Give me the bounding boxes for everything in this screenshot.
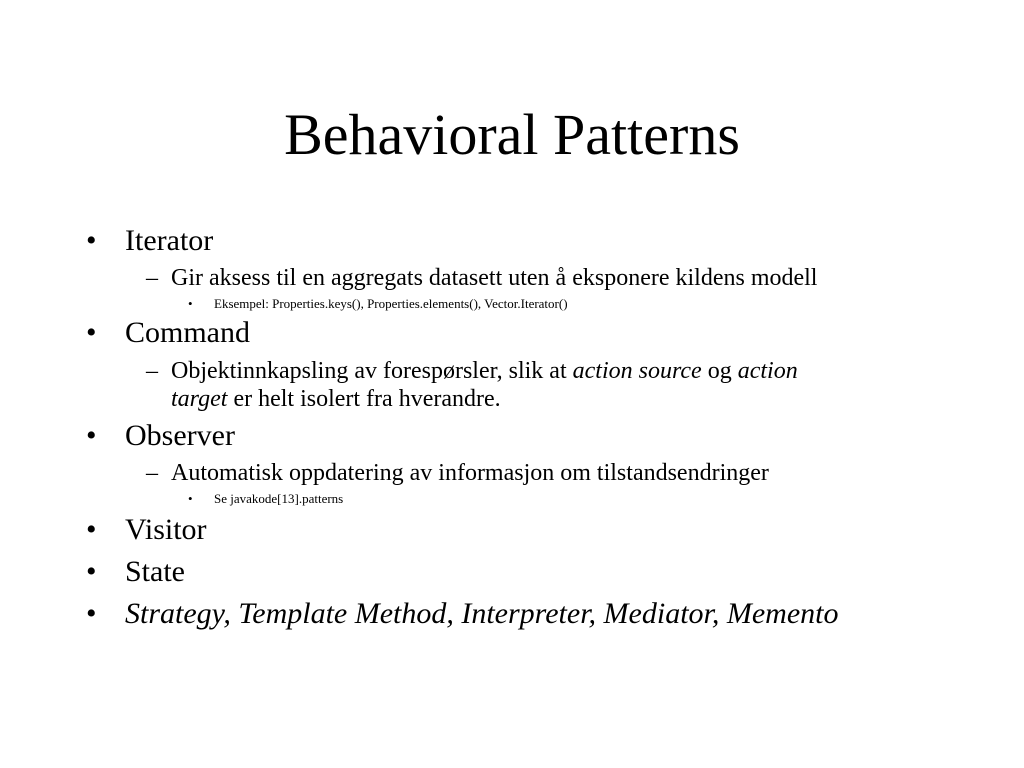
text-segment: og (701, 358, 738, 384)
italic-term: action source (572, 358, 702, 384)
sub-bullet-marker: – (146, 460, 158, 486)
bullet-marker: • (86, 224, 97, 257)
bullet-label: Iterator (125, 224, 214, 257)
sub-bullet-marker: – (146, 265, 158, 291)
sub-bullet-marker: – (146, 358, 158, 384)
italic-term: action (737, 358, 798, 384)
bullet-marker: • (86, 513, 97, 546)
bullet-label: Visitor (125, 513, 207, 546)
bullet-label: Strategy, Template Method, Interpreter, Mediator, Memento (125, 597, 839, 630)
sub-sub-bullet-marker: • (188, 296, 193, 311)
sub-bullet-text: Automatisk oppdatering av informasjon om tilstandsendringer (171, 460, 769, 486)
bullet-label: State (125, 555, 185, 588)
text-segment: Objektinnkapsling av forespørsler, slik at (171, 358, 573, 384)
sub-sub-bullet-marker: • (188, 491, 193, 506)
bullet-marker: • (86, 316, 97, 349)
slide-title: Behavioral Patterns (284, 102, 740, 167)
sub-bullet-text-line2 (171, 385, 931, 413)
sub-bullet-text-line1 (171, 357, 931, 385)
sub-bullet-text: Gir aksess til en aggregats datasett uten å eksponere kildens modell (171, 265, 818, 291)
bullet-marker: • (86, 419, 97, 452)
bullet-label: Command (125, 316, 250, 349)
text-segment: er helt isolert fra hverandre. (227, 386, 501, 412)
sub-sub-bullet-text: Se javakode[13].patterns (214, 491, 344, 506)
italic-term: target (171, 386, 228, 412)
bullet-marker: • (86, 555, 97, 588)
bullet-marker: • (86, 597, 97, 630)
bullet-label: Observer (125, 419, 235, 452)
sub-sub-bullet-text: Eksempel: Properties.keys(), Properties.elements(), Vector.Iterator() (214, 296, 568, 311)
